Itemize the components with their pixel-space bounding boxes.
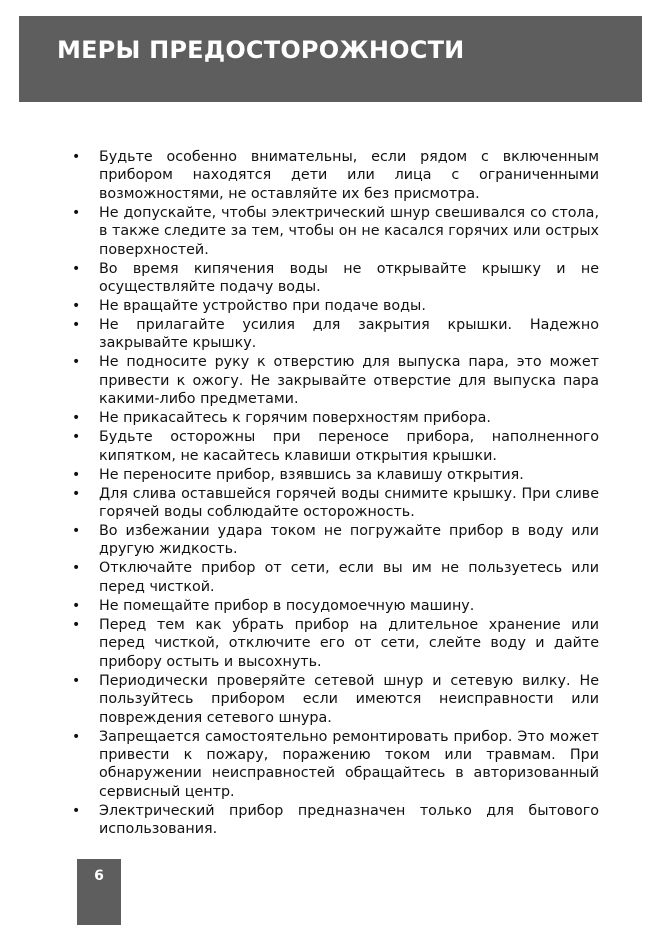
list-item: [71, 485, 599, 522]
page-number-box: [77, 859, 121, 925]
list-item: [71, 559, 599, 596]
bullet-icon: •: [72, 317, 81, 334]
list-item: [71, 802, 599, 839]
list-item: [71, 616, 599, 671]
bullet-icon: •: [72, 429, 81, 446]
list-item: [71, 148, 599, 203]
list-item-text: Будьте осторожны при переносе прибора, наполненного кипятком, не касайтесь клавиши открытия крышки.: [99, 429, 599, 464]
bullet-icon: •: [72, 560, 81, 577]
list-item-text: Для слива оставшейся горячей воды снимите крышку. При сливе горячей воды соблюдайте осторожность.: [99, 485, 599, 521]
list-item: [71, 672, 599, 727]
precautions-list: [71, 148, 599, 839]
list-item-text: Во время кипячения воды не открывайте крышку и не осуществляйте подачу воды.: [99, 260, 599, 296]
list-item: [71, 316, 599, 353]
bullet-icon: •: [72, 728, 81, 745]
bullet-icon: •: [72, 260, 81, 277]
list-item-text: Перед тем как убрать прибор на длительное хранение или перед чисткой, отключите его от сети, слейте воду и дайте прибору остыть и высохнуть.: [99, 616, 599, 670]
list-item-text: Отключайте прибор от сети, если вы им не пользуетесь или перед чисткой.: [99, 560, 599, 595]
list-item: [71, 728, 599, 802]
list-item-text: Не вращайте устройство при подаче воды.: [99, 298, 426, 315]
bullet-icon: •: [72, 204, 81, 221]
list-item: [71, 260, 599, 297]
bullet-icon: •: [72, 149, 81, 165]
list-item-text: Не подносите руку к отверстию для выпуска пара, это может привести к ожогу. Не закрывайте отверстие для выпуска пара какими-либо предметами.: [99, 354, 599, 408]
list-item-text: Электрический прибор предназначен только для бытового использования.: [99, 802, 599, 838]
list-item: [71, 204, 599, 259]
list-item-text: Не переносите прибор, взявшись за клавишу открытия.: [99, 466, 524, 483]
bullet-icon: •: [72, 466, 81, 483]
page-title: МЕРЫ ПРЕДОСТОРОЖНОСТИ: [57, 36, 465, 64]
list-item-text: Не прилагайте усилия для закрытия крышки. Надежно закрывайте крышку.: [99, 317, 599, 352]
page-number: 6: [94, 868, 104, 884]
bullet-icon: •: [72, 597, 81, 614]
list-item: [71, 597, 599, 615]
list-item: [71, 522, 599, 559]
list-item-text: Не прикасайтесь к горячим поверхностям прибора.: [99, 410, 491, 427]
list-item: [71, 353, 599, 408]
list-item-text: Запрещается самостоятельно ремонтировать прибор. Это может привести к пожару, поражению током или травмам. При обнаружении неисправностей обращайтесь в авторизованный сервисный центр.: [99, 728, 599, 800]
list-item: [71, 428, 599, 465]
bullet-icon: •: [72, 298, 81, 315]
bullet-icon: •: [72, 672, 81, 689]
list-item-text: Во избежании удара током не погружайте прибор в воду или другую жидкость.: [99, 523, 599, 558]
bullet-icon: •: [72, 802, 81, 819]
list-item-text: Периодически проверяйте сетевой шнур и сетевую вилку. Не пользуйтесь прибором если имеются неисправности или повреждения сетевого шнура.: [99, 672, 599, 726]
bullet-icon: •: [72, 616, 81, 633]
list-item: [71, 297, 599, 315]
bullet-icon: •: [72, 410, 81, 427]
bullet-icon: •: [72, 354, 81, 371]
list-item: [71, 466, 599, 484]
list-item-text: Не помещайте прибор в посудомоечную машину.: [99, 597, 475, 614]
bullet-icon: •: [72, 523, 81, 540]
list-item-text: Будьте особенно внимательны, если рядом с включенным прибором находятся дети или лица с ограниченными возможностями, не оставляйте их без присмотра.: [99, 149, 599, 202]
bullet-icon: •: [72, 485, 81, 502]
list-item-text: Не допускайте, чтобы электрический шнур свешивался со стола, в также следите за тем, чтобы он не касался горячих или острых поверхностей.: [99, 204, 599, 258]
list-item: [71, 409, 599, 427]
precautions-content: [71, 148, 599, 839]
